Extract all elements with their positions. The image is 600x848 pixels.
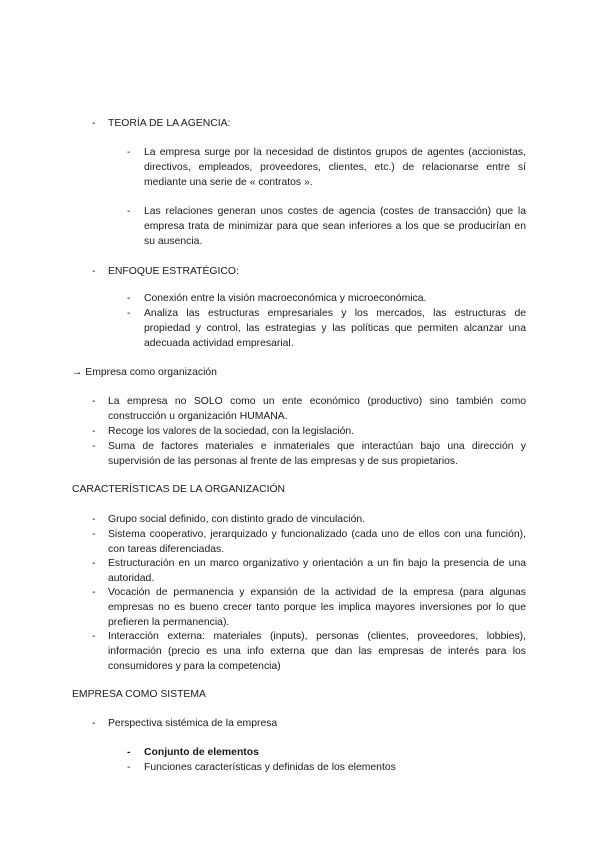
section-heading-organizacion: → Empresa como organización	[72, 367, 217, 378]
bullet-dash: -	[92, 514, 96, 525]
section-heading-enfoque: ENFOQUE ESTRATÉGICO:	[108, 266, 239, 277]
bullet-dash: -	[127, 206, 131, 217]
list-item: Sistema cooperativo, jerarquizado y funcionalizado (cada uno de ellos con una función), con tareas diferenciadas.	[108, 529, 526, 555]
bullet-dash: -	[92, 631, 96, 642]
section-heading-teoria: TEORÍA DE LA AGENCIA:	[108, 118, 231, 129]
bullet-dash: -	[127, 747, 131, 758]
bullet-dash: -	[92, 441, 96, 452]
sub-list-item: Funciones características y definidas de los elementos	[144, 762, 396, 773]
bullet-dash: -	[92, 266, 96, 277]
sub-list-item: Conjunto de elementos	[144, 747, 259, 758]
bullet-dash: -	[92, 396, 96, 407]
list-item: Interacción externa: materiales (inputs), personas (clientes, proveedores, lobbies), información (precio es una info externa que dan las empresas de interés para los consumidores y para la competencia)	[108, 631, 526, 672]
list-item: Estructuración en un marco organizativo y orientación a un fin bajo la presencia de una autoridad.	[108, 558, 526, 584]
list-item: Recoge los valores de la sociedad, con la legislación.	[108, 426, 355, 437]
bullet-dash: -	[127, 293, 131, 304]
bullet-dash: -	[92, 587, 96, 598]
bullet-dash: -	[92, 426, 96, 437]
bullet-dash: -	[127, 762, 131, 773]
list-item: Las relaciones generan unos costes de agencia (costes de transacción) que la empresa trata de minimizar para que sean inferiores a los que se producirían en su ausencia.	[144, 206, 526, 247]
section-heading-caracteristicas: CARACTERÍSTICAS DE LA ORGANIZACIÓN	[72, 484, 286, 495]
list-item: Grupo social definido, con distinto grado de vinculación.	[108, 514, 366, 525]
bullet-dash: -	[92, 718, 96, 729]
bullet-dash: -	[127, 308, 131, 319]
list-item: Analiza las estructuras empresariales y los mercados, las estructuras de propiedad y control, las estrategias y las políticas que permiten alcanzar una adecuada actividad empresarial.	[144, 308, 526, 349]
list-item: La empresa surge por la necesidad de distintos grupos de agentes (accionistas, directivos, empleados, proveedores, clientes, etc.) de relacionarse entre sí mediante una serie de « contratos ».	[144, 147, 526, 188]
list-item: Vocación de permanencia y expansión de la actividad de la empresa (para algunas empresas no es bueno crecer tanto porque les implica mayores inversiones por lo que prefieren la permanencia).	[108, 587, 526, 628]
section-heading-sistema: EMPRESA COMO SISTEMA	[72, 689, 206, 700]
bullet-dash: -	[92, 558, 96, 569]
bullet-dash: -	[92, 529, 96, 540]
bullet-dash: -	[92, 118, 96, 129]
list-item: Suma de factores materiales e inmateriales que interactúan bajo una dirección y supervisión de las personas al frente de las empresas y de sus propietarios.	[108, 441, 526, 467]
list-item: Conexión entre la visión macroeconómica y microeconómica.	[144, 293, 427, 304]
list-item: La empresa no SOLO como un ente económico (productivo) sino también como construcción u organización HUMANA.	[108, 396, 526, 422]
bullet-dash: -	[127, 147, 131, 158]
list-item: Perspectiva sistémica de la empresa	[108, 718, 278, 729]
